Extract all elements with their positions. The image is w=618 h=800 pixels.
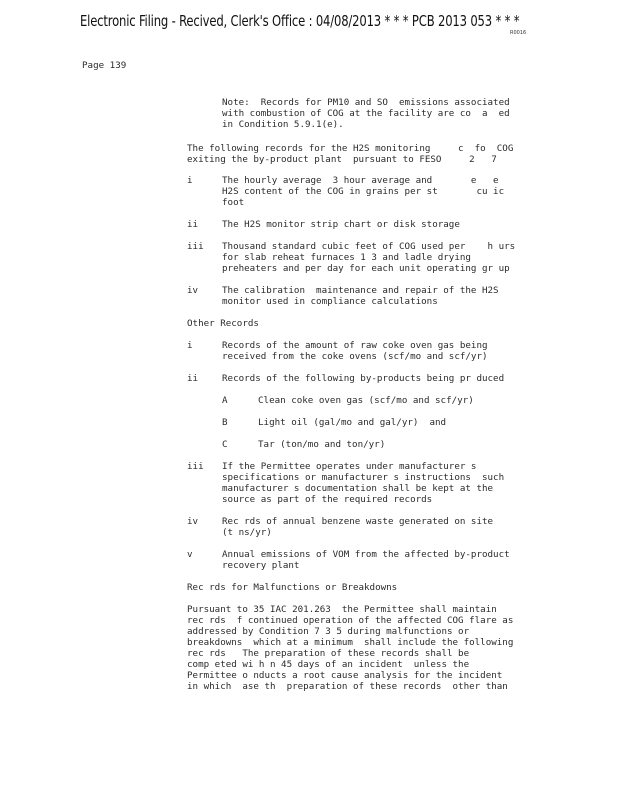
other-iii-number: iii	[187, 461, 204, 472]
other-ii-line-1: Records of the following by-products being pr duced	[222, 373, 505, 384]
item-iii-line-1: Thousand standard cubic feet of COG used per h urs	[222, 241, 516, 252]
other-i-line-2: received from the coke ovens (scf/mo and scf/yr)	[222, 351, 488, 362]
other-iii-line-1: If the Permittee operates under manufacturer s	[222, 461, 477, 472]
other-v-number: v	[187, 549, 193, 560]
item-i-number: i	[187, 175, 193, 186]
item-iv-line-2: monitor used in compliance calculations	[222, 296, 438, 307]
item-i-line-3: foot	[222, 197, 245, 208]
item-i-line-1: The hourly average 3 hour average and e e	[222, 175, 499, 186]
paragraph-line-8: in which ase th preparation of these records other than	[187, 681, 508, 692]
subitem-b-letter: B	[222, 417, 228, 428]
other-iii-line-4: source as part of the required records	[222, 494, 433, 505]
item-iv-number: iv	[187, 285, 199, 296]
paragraph-line-5: rec rds The preparation of these records shall be	[187, 648, 470, 659]
subitem-c-text: Tar (ton/mo and ton/yr)	[258, 439, 386, 450]
other-v-line-1: Annual emissions of VOM from the affected by-product	[222, 549, 510, 560]
other-iv-line-2: (t ns/yr)	[222, 527, 272, 538]
item-iii-line-2: for slab reheat furnaces 1 3 and ladle drying	[222, 252, 471, 263]
other-i-number: i	[187, 340, 193, 351]
note-line-3: in Condition 5.9.1(e).	[222, 119, 344, 130]
other-iii-line-3: manufacturer s documentation shall be kept at the	[222, 483, 494, 494]
item-iii-line-3: preheaters and per day for each unit operating gr up	[222, 263, 510, 274]
paragraph-line-3: addressed by Condition 7 3 5 during malfunctions or	[187, 626, 470, 637]
note-line-1: Note: Records for PM10 and SO emissions associated	[222, 97, 510, 108]
other-iii-line-2: specifications or manufacturer s instructions such	[222, 472, 505, 483]
paragraph-line-2: rec rds f continued operation of the affected COG flare as	[187, 615, 514, 626]
item-ii-number: ii	[187, 219, 199, 230]
subitem-a-letter: A	[222, 395, 228, 406]
paragraph-line-6: comp eted wi h n 45 days of an incident unless the	[187, 659, 470, 670]
subitem-c-letter: C	[222, 439, 228, 450]
page-number: Page 139	[82, 60, 127, 71]
filing-stamp: Electronic Filing - Recived, Clerk's Office : 04/08/2013 * * * PCB 2013 053 * * *	[80, 12, 520, 30]
note-line-2: with combustion of COG at the facility are co a ed	[222, 108, 510, 119]
filing-stamp-code: R0016	[510, 30, 527, 36]
subitem-a-text: Clean coke oven gas (scf/mo and scf/yr)	[258, 395, 474, 406]
intro-line-1: The following records for the H2S monitoring c fo COG	[187, 143, 514, 154]
paragraph-line-1: Pursuant to 35 IAC 201.263 the Permittee shall maintain	[187, 604, 497, 615]
item-iv-line-1: The calibration maintenance and repair of the H2S	[222, 285, 499, 296]
paragraph-line-7: Permittee o nducts a root cause analysis for the incident	[187, 670, 503, 681]
intro-line-2: exiting the by-product plant pursuant to FESO 2 7	[187, 154, 497, 165]
paragraph-line-4: breakdowns which at a minimum shall include the following	[187, 637, 514, 648]
other-iv-line-1: Rec rds of annual benzene waste generated on site	[222, 516, 494, 527]
other-iv-number: iv	[187, 516, 199, 527]
other-v-line-2: recovery plant	[222, 560, 300, 571]
subitem-b-text: Light oil (gal/mo and gal/yr) and	[258, 417, 447, 428]
other-i-line-1: Records of the amount of raw coke oven gas being	[222, 340, 488, 351]
other-ii-number: ii	[187, 373, 199, 384]
item-ii-line-1: The H2S monitor strip chart or disk storage	[222, 219, 460, 230]
item-i-line-2: H2S content of the COG in grains per st cu ic	[222, 186, 505, 197]
malfunction-heading: Rec rds for Malfunctions or Breakdowns	[187, 582, 398, 593]
item-iii-number: iii	[187, 241, 204, 252]
other-records-heading: Other Records	[187, 318, 259, 329]
